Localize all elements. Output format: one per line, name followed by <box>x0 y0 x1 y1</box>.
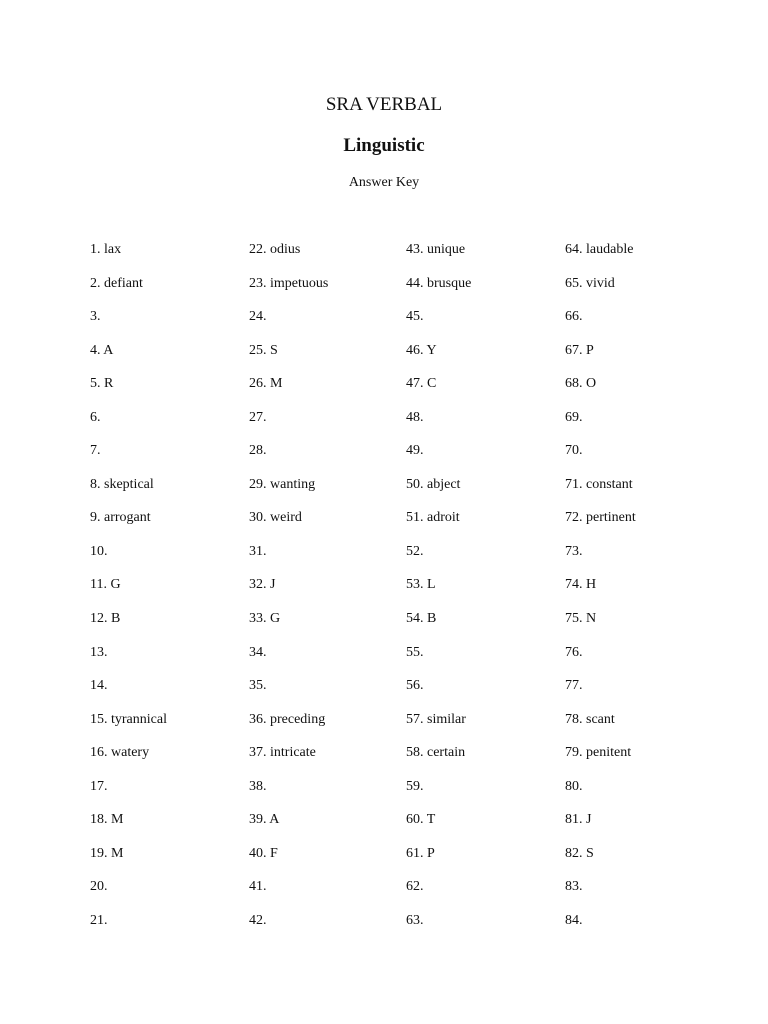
answer-item: 15. tyrannical <box>90 711 167 727</box>
answer-item: 13. <box>90 644 108 660</box>
answer-item: 42. <box>249 912 267 928</box>
answer-item: 53. L <box>406 577 436 593</box>
answer-item: 16. watery <box>90 745 150 761</box>
answer-item: 55. <box>406 644 424 660</box>
document-subtitle: Linguistic <box>343 135 425 156</box>
answer-key-caption: Answer Key <box>348 175 420 190</box>
answer-item: 82. S <box>565 845 594 861</box>
answer-item: 17. <box>90 778 108 794</box>
answer-item: 30. weird <box>249 510 302 526</box>
answer-item: 59. <box>406 778 424 794</box>
answer-item: 77. <box>565 678 583 694</box>
answer-item: 10. <box>90 543 108 559</box>
answer-item: 60. T <box>406 812 436 828</box>
answer-item: 71. constant <box>565 476 633 492</box>
answer-item: 35. <box>249 678 267 694</box>
answer-item: 11. G <box>90 577 121 593</box>
answer-item: 51. adroit <box>406 510 460 526</box>
answer-item: 21. <box>90 912 108 928</box>
answer-column-2 <box>249 241 328 945</box>
answer-item: 78. scant <box>565 711 615 727</box>
answer-item: 26. M <box>249 376 283 392</box>
answer-item: 25. S <box>249 342 278 358</box>
answer-column-3 <box>406 241 471 945</box>
answer-item: 83. <box>565 879 583 895</box>
answer-item: 54. B <box>406 611 437 627</box>
answer-item: 31. <box>249 543 267 559</box>
answer-item: 72. pertinent <box>565 510 636 526</box>
answer-item: 18. M <box>90 812 124 828</box>
answer-item: 38. <box>249 778 267 794</box>
answer-item: 28. <box>249 443 267 459</box>
answer-item: 19. M <box>90 845 124 861</box>
answer-item: 67. P <box>565 342 594 358</box>
answer-item: 1. lax <box>90 242 122 257</box>
answer-item: 39. A <box>249 812 280 828</box>
answer-item: 23. impetuous <box>249 275 329 291</box>
answer-item: 57. similar <box>406 711 466 727</box>
answer-item: 49. <box>406 443 424 459</box>
answer-item: 76. <box>565 644 583 660</box>
answer-item: 46. Y <box>406 342 437 358</box>
answer-item: 62. <box>406 879 424 895</box>
answer-item: 27. <box>249 409 267 425</box>
answer-item: 63. <box>406 912 424 928</box>
answer-item: 9. arrogant <box>90 510 151 526</box>
answer-item: 56. <box>406 678 424 694</box>
answer-item: 6. <box>90 409 101 425</box>
answer-item: 79. penitent <box>565 745 632 761</box>
answer-item: 47. C <box>406 376 437 392</box>
answer-item: 48. <box>406 409 424 425</box>
answer-item: 3. <box>90 309 101 325</box>
answer-item: 34. <box>249 644 267 660</box>
answer-item: 37. intricate <box>249 745 316 761</box>
answer-item: 65. vivid <box>565 275 615 291</box>
answer-item: 20. <box>90 879 108 895</box>
document-title: SRA VERBAL <box>325 94 443 115</box>
answer-item: 64. laudable <box>565 242 634 257</box>
answer-item: 68. O <box>565 376 597 392</box>
answer-column-4 <box>565 241 636 945</box>
answer-item: 36. preceding <box>249 711 326 727</box>
answer-item: 5. R <box>90 376 114 392</box>
answer-item: 73. <box>565 543 583 559</box>
answer-item: 12. B <box>90 611 121 627</box>
answer-item: 8. skeptical <box>90 476 154 492</box>
answer-item: 61. P <box>406 845 435 861</box>
answer-item: 32. J <box>249 577 276 593</box>
answer-item: 70. <box>565 443 583 459</box>
answer-item: 75. N <box>565 611 597 627</box>
answer-item: 52. <box>406 543 424 559</box>
answer-item: 50. abject <box>406 476 461 492</box>
answer-item: 69. <box>565 409 583 425</box>
answer-item: 14. <box>90 678 108 694</box>
answer-item: 40. F <box>249 845 278 861</box>
answer-item: 43. unique <box>406 242 466 257</box>
answer-item: 41. <box>249 879 267 895</box>
answer-item: 33. G <box>249 611 281 627</box>
answer-item: 24. <box>249 309 267 325</box>
answer-item: 84. <box>565 912 583 928</box>
answer-item: 80. <box>565 778 583 794</box>
answer-item: 58. certain <box>406 745 466 761</box>
answer-item: 7. <box>90 443 101 459</box>
answer-item: 2. defiant <box>90 275 143 291</box>
answer-item: 44. brusque <box>406 275 472 291</box>
answer-item: 45. <box>406 309 424 325</box>
answer-item: 4. A <box>90 342 114 358</box>
answer-item: 81. J <box>565 812 592 828</box>
answer-item: 66. <box>565 309 583 325</box>
answer-item: 22. odius <box>249 242 301 257</box>
answer-item: 29. wanting <box>249 476 316 492</box>
answer-column-1 <box>90 241 167 945</box>
answer-item: 74. H <box>565 577 597 593</box>
